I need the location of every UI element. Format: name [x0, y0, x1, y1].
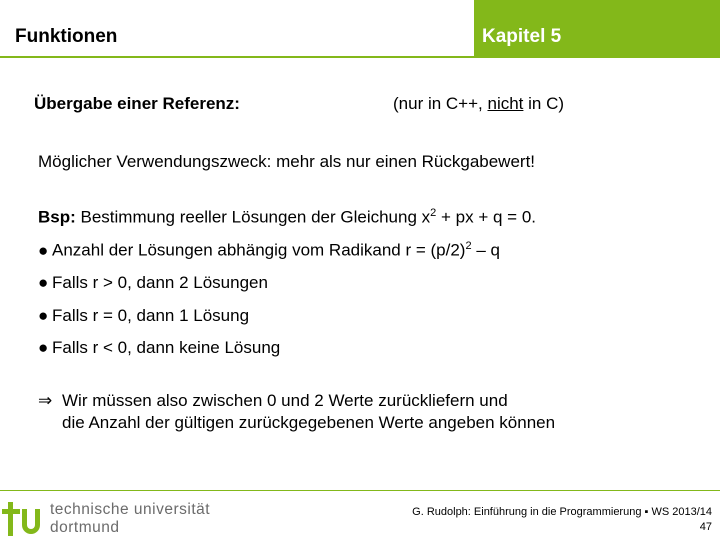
bullet-item-no-solution	[38, 338, 280, 358]
note-suffix: in C)	[523, 94, 565, 113]
bullet-rest: – q	[471, 240, 500, 260]
university-line-1: technische universität	[50, 501, 211, 518]
page-number: 47	[699, 521, 712, 533]
tu-logo-icon	[2, 502, 46, 538]
note-prefix: (nur in C++,	[393, 94, 488, 113]
bullet-icon: ●	[38, 273, 49, 292]
bullet-item-radikand	[38, 240, 500, 261]
example-exponent: 2	[430, 207, 437, 219]
university-line-2: dortmund	[50, 519, 120, 536]
example-label: Bsp:	[38, 207, 76, 227]
conclusion-line-2: die Anzahl der gültigen zurückgegebenen Werte angeben können	[62, 413, 556, 432]
note-underlined: nicht	[487, 94, 524, 113]
example-line	[38, 207, 536, 228]
chapter-banner	[474, 0, 720, 58]
footer-divider	[0, 490, 720, 491]
slide-title: Funktionen	[15, 26, 118, 47]
conclusion-text-1: Wir müssen also zwischen 0 und 2 Werte zurückliefern und	[62, 391, 508, 410]
bullet-text: Falls r = 0, dann 1 Lösung	[52, 306, 250, 325]
conclusion-line-1	[38, 391, 508, 411]
purpose-text: Möglicher Verwendungszweck: mehr als nur einen Rückgabewert!	[38, 152, 536, 171]
course-credit: G. Rudolph: Einführung in die Programmierung ▪ WS 2013/14	[412, 506, 712, 518]
bullet-item-two-solutions	[38, 273, 268, 293]
chapter-label: Kapitel 5	[482, 26, 562, 47]
example-rest: + px + q = 0.	[436, 207, 536, 227]
bullet-icon: ●	[38, 338, 49, 357]
bullet-icon: ●	[38, 306, 49, 325]
bullet-text: Anzahl der Lösungen abhängig vom Radikand r = (p/2)	[52, 240, 466, 260]
bullet-text: Falls r > 0, dann 2 Lösungen	[52, 273, 268, 292]
language-note	[393, 94, 564, 114]
subheading: Übergabe einer Referenz:	[34, 94, 240, 113]
footer-credit	[412, 505, 712, 535]
bullet-text: Falls r < 0, dann keine Lösung	[52, 338, 281, 357]
header-title-area	[0, 0, 474, 58]
bullet-icon: ●	[38, 240, 49, 260]
implies-arrow-icon: ⇒	[38, 391, 53, 410]
example-text: Bestimmung reeller Lösungen der Gleichung x	[75, 207, 431, 227]
header-divider	[0, 56, 474, 58]
university-name	[50, 501, 210, 537]
bullet-exponent: 2	[465, 240, 472, 252]
bullet-item-one-solution	[38, 306, 249, 326]
